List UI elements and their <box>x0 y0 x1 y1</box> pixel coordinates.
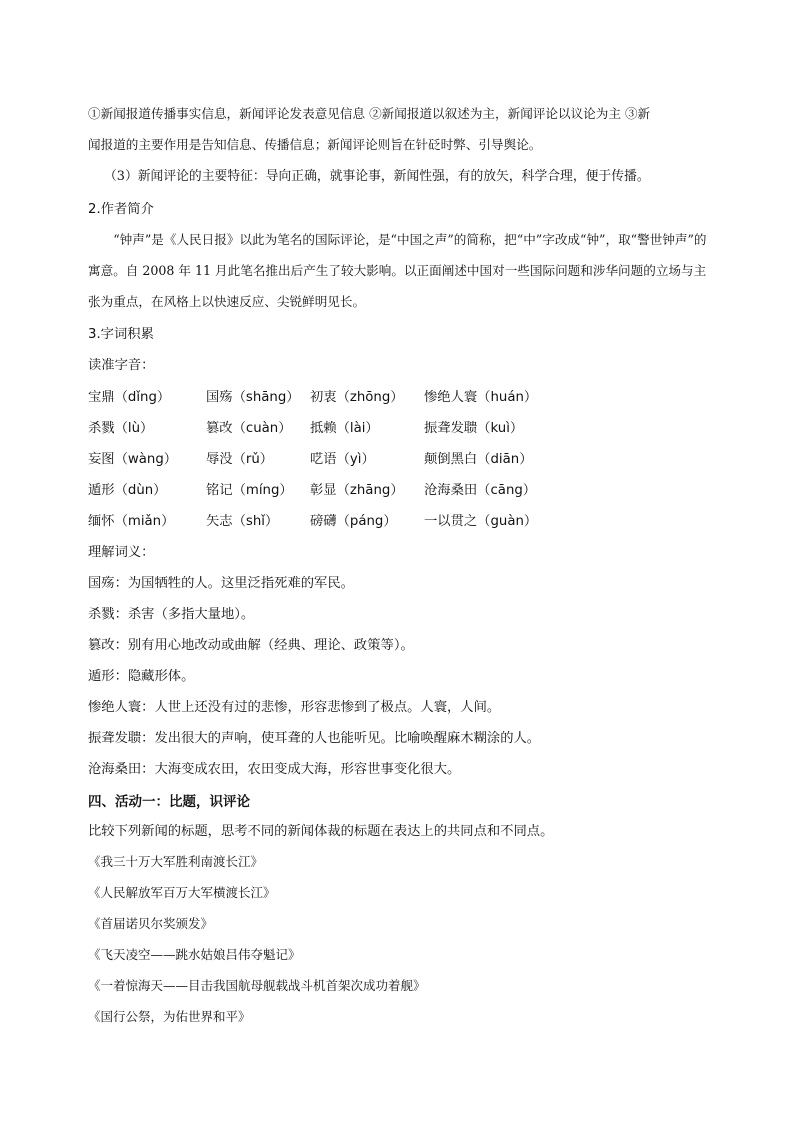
meaning-item: 沧海桑田：大海变成农田，农田变成大海，形容世事变化很大。 <box>88 762 461 777</box>
meaning-label: 理解词义： <box>88 545 155 560</box>
news-title: 《一着惊海天——目击我国航母舰载战斗机首架次成功着舰》 <box>88 978 426 993</box>
vocab-item: 矢志（shǐ） <box>206 514 279 529</box>
news-title: 《人民解放军百万大军横渡长江》 <box>88 885 276 900</box>
pronunciation-label: 读准字音： <box>88 358 155 373</box>
activity-heading: 四、活动一：比题，识评论 <box>88 794 250 810</box>
vocab-item: 国殇（shāng） <box>206 390 300 405</box>
vocab-item: 磅礴（páng） <box>310 514 397 529</box>
news-commentary-features: （3）新闻评论的主要特征：导向正确，就事论事，新闻性强，有的放矢，科学合理，便于传播。 <box>104 169 650 184</box>
vocab-item: 一以贯之（guàn） <box>424 514 538 529</box>
vocab-item: 呓语（yì） <box>310 452 375 467</box>
vocab-item: 宝鼎（dǐng） <box>88 390 171 405</box>
news-title: 《我三十万大军胜利南渡长江》 <box>88 854 264 869</box>
meaning-item: 杀戮：杀害（多指大量地）。 <box>88 607 255 622</box>
vocab-item: 妄图（wàng） <box>88 452 178 467</box>
vocab-item: 颠倒黑白（diān） <box>424 452 533 467</box>
author-heading: 2.作者简介 <box>88 202 154 217</box>
vocab-item: 篡改（cuàn） <box>206 421 292 436</box>
meaning-item: 振聋发聩：发出很大的声响，使耳聋的人也能听见。比喻唤醒麻木糊涂的人。 <box>88 731 541 746</box>
intro-line-1: ①新闻报道传播事实信息，新闻评论发表意见信息 ②新闻报道以叙述为主，新闻评论以议论为主 ③新 <box>88 106 651 121</box>
vocab-item: 缅怀（miǎn） <box>88 514 175 529</box>
vocab-item: 初衷（zhōng） <box>310 390 404 405</box>
vocab-item: 振聋发聩（kuì） <box>424 421 524 436</box>
author-intro-paragraph: “钟声”是《人民日报》以此为笔名的国际评论，是“中国之声”的简称，把“中”字改成“钟”，取“警世钟声”的寓意。自 2008 年 11 月此笔名推出后产生了较大影响。以正面阐述中国对一些国际问题和涉华问题的立场与主张为重点，在风格上以快速反应、尖锐鲜明见长。 <box>88 232 707 309</box>
meaning-item: 篡改：别有用心地改动或曲解（经典、理论、政策等）。 <box>88 638 414 653</box>
meaning-item: 遁形：隐藏形体。 <box>88 669 195 684</box>
intro-line-2: 闻报道的主要作用是告知信息、传播信息；新闻评论则旨在针砭时弊、引导舆论。 <box>88 137 542 152</box>
vocab-item: 彰显（zhāng） <box>310 483 404 498</box>
news-title: 《国行公祭，为佑世界和平》 <box>88 1009 251 1024</box>
vocab-item: 遁形（dùn） <box>88 483 167 498</box>
activity-instruction: 比较下列新闻的标题，思考不同的新闻体裁的标题在表达上的共同点和不同点。 <box>88 824 554 839</box>
vocab-item: 辱没（rǔ） <box>206 452 274 467</box>
meaning-item: 国殇：为国牺牲的人。这里泛指死难的军民。 <box>88 576 354 591</box>
vocab-item: 惨绝人寰（huán） <box>424 390 538 405</box>
vocab-item: 抵赖（lài） <box>310 421 379 436</box>
vocab-heading: 3.字词积累 <box>88 327 154 342</box>
meaning-item: 惨绝人寰：人世上还没有过的悲惨，形容悲惨到了极点。人寰，人间。 <box>88 700 501 715</box>
news-title: 《首届诺贝尔奖颁发》 <box>88 916 214 931</box>
vocab-item: 沧海桑田（cāng） <box>424 483 537 498</box>
news-title: 《飞天凌空——跳水姑娘吕伟夺魁记》 <box>88 947 301 962</box>
vocab-item: 铭记（míng） <box>206 483 293 498</box>
vocab-item: 杀戮（lù） <box>88 421 154 436</box>
